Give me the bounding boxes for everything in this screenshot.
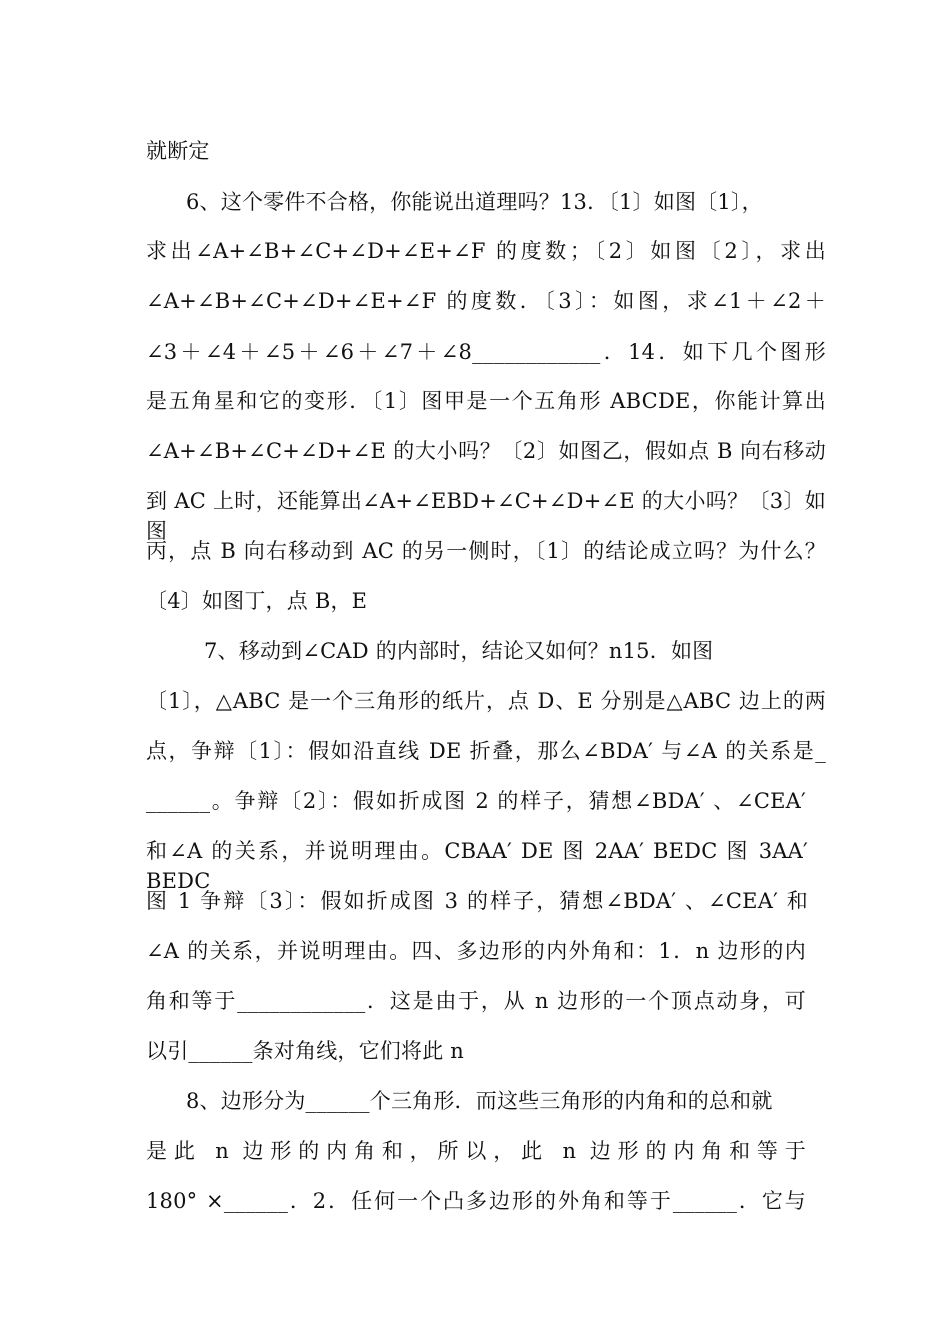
text-line-8: 到 AC 上时，还能算出∠A+∠EBD+∠C+∠D+∠E 的大小吗？〔3〕如图 <box>146 489 826 543</box>
text-line-12: 〔1〕，△ABC 是一个三角形的纸片，点 D、E 分别是△ABC 边上的两 <box>146 689 826 713</box>
text-line-22: 180° ×______．2．任何一个凸多边形的外角和等于______．它与 <box>146 1189 806 1213</box>
text-line-16: 图 1 争辩〔3〕：假如折成图 3 的样子，猜想∠BDA′ 、∠CEA′ 和 <box>146 889 808 913</box>
text-line-6: 是五角星和它的变形．〔1〕图甲是一个五角形 ABCDE，你能计算出 <box>146 389 826 413</box>
text-line-7: ∠A+∠B+∠C+∠D+∠E 的大小吗？〔2〕如图乙，假如点 B 向右移动 <box>146 439 826 463</box>
text-line-14: ______。争辩〔2〕：假如折成图 2 的样子，猜想∠BDA′ 、∠CEA′ <box>146 789 806 813</box>
text-line-20: 8、边形分为______个三角形．而这些三角形的内角和的总和就 <box>186 1089 773 1113</box>
text-line-15: 和∠A 的关系，并说明理由。CBAA′ DE 图 2AA′ BEDC 图 3AA′ BEDC <box>146 839 808 893</box>
text-line-18: 角和等于____________．这是由于，从 n 边形的一个顶点动身，可 <box>146 989 806 1013</box>
text-line-2: 6、这个零件不合格，你能说出道理吗？13．〔1〕如图〔1〕， <box>186 190 763 214</box>
text-line-19: 以引______条对角线，它们将此 n <box>146 1039 464 1063</box>
text-line-4: ∠A+∠B+∠C+∠D+∠E+∠F 的度数．〔3〕：如图，求∠1＋∠2＋ <box>146 289 826 313</box>
text-line-1: 就断定 <box>146 139 210 163</box>
text-line-5: ∠3＋∠4＋∠5＋∠6＋∠7＋∠8____________．14．如下几个图形 <box>146 340 826 364</box>
text-line-17: ∠A 的关系，并说明理由。四、多边形的内外角和：1．n 边形的内 <box>146 939 806 963</box>
text-line-13: 点，争辩〔1〕：假如沿直线 DE 折叠，那么∠BDA′ 与∠A 的关系是_ <box>146 739 826 763</box>
text-line-3: 求出∠A+∠B+∠C+∠D+∠E+∠F 的度数；〔2〕如图〔2〕，求出 <box>146 239 826 263</box>
text-line-11: 7、移动到∠CAD 的内部时，结论又如何？n15．如图 <box>204 639 714 663</box>
text-line-9: 丙，点 B 向右移动到 AC 的另一侧时，〔1〕的结论成立吗？为什么？ <box>146 539 826 563</box>
text-line-10: 〔4〕如图丁，点 B，E <box>146 589 368 613</box>
text-line-21: 是此 n 边形的内角和，所以，此 n 边形的内角和等于 <box>146 1139 806 1163</box>
